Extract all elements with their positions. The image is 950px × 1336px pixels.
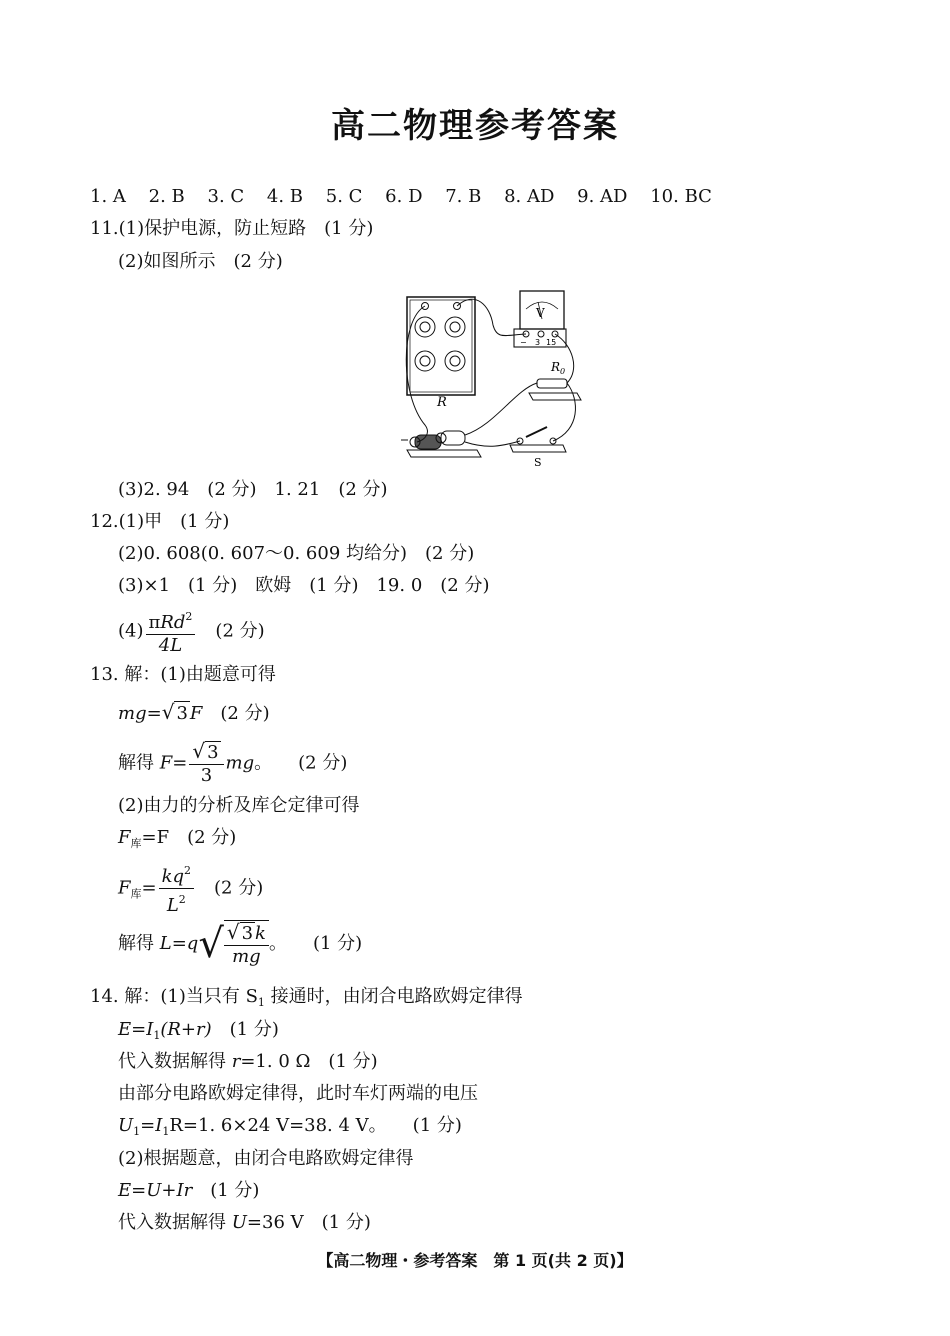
q14-eq1: $E=I_1(R+r)$ (1 分) [118, 1019, 279, 1042]
dial-1 [415, 317, 435, 337]
q12-part1-text: 12.(1)甲 [90, 511, 163, 532]
dial-4 [445, 351, 465, 371]
label-r0: $R_0$ [551, 360, 566, 376]
q12-part3-score3: (2 分) [440, 575, 490, 596]
q13-part2: (2)由力的分析及库仑定律可得 [118, 795, 360, 816]
q12-part3-c: 19. 0 [376, 575, 423, 596]
q12-part4-fraction: $\frac{\pi Rd^2}{4L}$ [146, 606, 196, 657]
q12-part4-prefix: (4) [118, 620, 144, 642]
answer-4: 4. B [266, 186, 304, 207]
answer-9: 9. AD [577, 186, 628, 207]
q11-part3-score2: (2 分) [338, 479, 388, 500]
q11-part2 [118, 250, 283, 274]
q12-part3-score2: (1 分) [309, 575, 359, 596]
answer-2: 2. B [148, 186, 185, 207]
answer-8: 8. AD [504, 186, 555, 207]
q14-line5-score: (1 分) [412, 1115, 462, 1136]
q14-line8-score: (1 分) [321, 1212, 371, 1233]
q13-eq3-score: (2 分) [187, 827, 237, 848]
q12-part1-score: (1 分) [180, 511, 230, 532]
q11-part3-score1: (2 分) [207, 479, 257, 500]
switch [510, 445, 566, 452]
q12-part4 [118, 606, 265, 657]
q12-part1 [90, 510, 229, 534]
q11-part3 [118, 478, 388, 502]
circuit-diagram [395, 285, 585, 470]
q12-part2-score: (2 分) [425, 543, 475, 564]
q12-part3-b: 欧姆 [255, 575, 292, 596]
q13-eq2: 解得 F= $\frac{√ 3}{3}$ mg。 (2 分) [118, 739, 348, 786]
q13-eq1: mg=√ 3 F (2 分) [118, 700, 270, 724]
q13-eq4-fraction: $\frac{kq^2}{L^2}$ [159, 860, 194, 917]
voltmeter-symbol: V [536, 306, 545, 320]
resistance-box [407, 297, 475, 395]
q13-eq1-score: (2 分) [220, 703, 270, 724]
meter-scale-neg: − [520, 338, 527, 347]
q13-eq4: $F_库=$ $\frac{kq^2}{L^2}$ (2 分) [118, 860, 263, 917]
q12-part3-a: (3)×1 [118, 575, 171, 596]
answer-6: 6. D [385, 186, 423, 207]
q13-eq3: $F_库=F$ (2 分) [118, 827, 237, 850]
answer-3: 3. C [207, 186, 245, 207]
q12-part2-text: (2)0. 608(0. 607～0. 609 均给分) [118, 543, 408, 564]
answer-7: 7. B [445, 186, 482, 207]
q11-part1-text: 11.(1)保护电源，防止短路 [90, 218, 307, 239]
q11-part2-text: (2)如图所示 [118, 251, 216, 272]
label-r: R [437, 395, 447, 410]
q12-part3-score1: (1 分) [188, 575, 238, 596]
q14-line6: (2)根据题意，由闭合电路欧姆定律得 [118, 1148, 414, 1169]
page-title: 高二物理参考答案 [331, 106, 619, 146]
q12-part3 [118, 574, 490, 598]
answer-5: 5. C [325, 186, 363, 207]
q11-part3-value2: 1. 21 [274, 479, 321, 500]
q11-part2-score: (2 分) [233, 251, 283, 272]
choice-answers [90, 185, 712, 209]
q14-line3-score: (1 分) [328, 1051, 378, 1072]
page-footer: 【高二物理・参考答案 第 1 页(共 2 页)】 [317, 1251, 633, 1270]
q14-line3: 代入数据解得 r=1. 0 Ω (1 分) [118, 1051, 378, 1072]
resistor-r0 [537, 379, 567, 388]
q14-line4: 由部分电路欧姆定律得，此时车灯两端的电压 [118, 1083, 478, 1104]
q11-part3-value1: (3)2. 94 [118, 479, 190, 500]
answer-1: 1. A [90, 186, 126, 207]
dial-3 [415, 351, 435, 371]
answer-10: 10. BC [650, 186, 712, 207]
q13-eq2-fraction: $\frac{√ 3}{3}$ [189, 740, 223, 787]
q14-eq1-score: (1 分) [229, 1019, 279, 1040]
q13-eq5-score: (1 分) [312, 933, 363, 954]
q14-line7-score: (1 分) [210, 1180, 260, 1201]
q11-part1 [90, 217, 373, 241]
meter-scale-15: 15 [546, 338, 557, 347]
meter-scale-3: 3 [535, 338, 541, 347]
q13-eq2-score: (2 分) [298, 752, 348, 774]
q13-eq4-score: (2 分) [214, 877, 264, 899]
dial-2 [445, 317, 465, 337]
battery-1 [415, 435, 441, 449]
q11-part1-score: (1 分) [324, 218, 374, 239]
label-s: S [534, 456, 542, 469]
q13-head: 13. 解：(1)由题意可得 [90, 664, 276, 685]
battery-base [407, 450, 481, 457]
q14-line5: $U_1=I_1R=1$. 6×24 V=38. 4 V。 (1 分) [118, 1115, 462, 1138]
q12-part4-score: (2 分) [215, 620, 265, 642]
battery-2 [441, 431, 465, 445]
q12-part2 [118, 542, 474, 566]
q14-line8: 代入数据解得 U=36 V (1 分) [118, 1212, 371, 1233]
q14-line7: E=U+Ir (1 分) [118, 1180, 260, 1201]
q14-head: 14. 解：(1)当只有 $S_1$ 接通时，由闭合电路欧姆定律得 [90, 986, 523, 1009]
q13-eq5: 解得 L=q√ $\frac{√ 3 k}{mg}$ 。 (1 分) [118, 920, 363, 967]
